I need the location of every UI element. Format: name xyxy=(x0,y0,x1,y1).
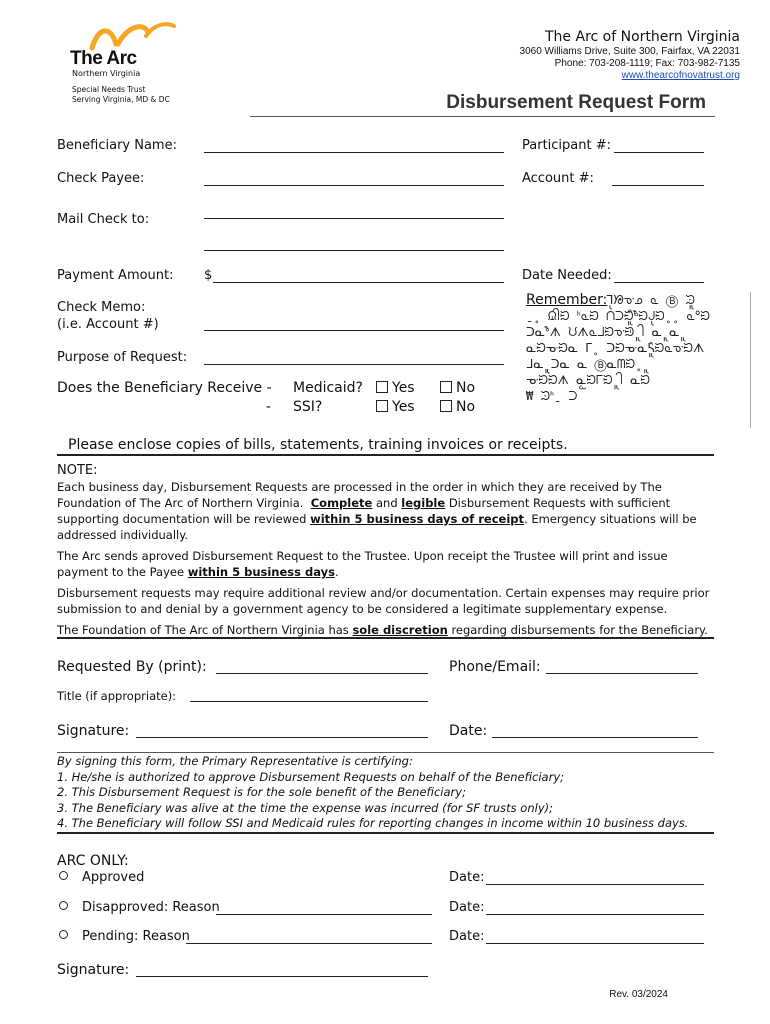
medicaid-label: Medicaid? xyxy=(293,380,363,396)
org-address: 3060 Williams Drive, Suite 300, Fairfax, VA 22031 xyxy=(519,46,740,57)
revision-label: Rev. 03/2024 xyxy=(609,989,668,1000)
reason-label: Reason xyxy=(142,929,190,944)
receive-question: Does the Beneficiary Receive - xyxy=(57,380,272,396)
payment-amount-label: Payment Amount: xyxy=(57,268,174,283)
org-phone-fax: Phone: 703-208-1119; Fax: 703-982-7135 xyxy=(554,58,740,69)
note-line xyxy=(57,479,714,495)
pending-label: Pending: xyxy=(82,929,139,944)
certify-line: By signing this form, the Primary Representative is certifying: xyxy=(57,754,413,768)
check-payee-label: Check Payee: xyxy=(57,171,145,186)
checkbox-icon[interactable] xyxy=(376,400,388,412)
beneficiary-name-field[interactable] xyxy=(204,140,504,153)
mail-check-to-label: Mail Check to: xyxy=(57,212,150,227)
note-line xyxy=(57,548,714,564)
section-rule xyxy=(57,832,714,834)
note-line xyxy=(57,495,714,511)
disapproved-label: Disapproved: xyxy=(82,900,169,915)
participant-label: Participant #: xyxy=(522,138,611,153)
remember-line: ᑐᓇᐤᩫᗑ ᙀᗑᓇᒧᙊᓊᙋ ᩪᩤ ᓇ ᩪᓇ ᩪ xyxy=(526,325,687,339)
account-field[interactable] xyxy=(612,173,704,186)
note-line xyxy=(57,564,714,580)
ssi-no-option[interactable] xyxy=(440,399,475,415)
certify-line: 1. He/she is authorized to approve Disbursement Requests on behalf of the Beneficiary; xyxy=(57,769,565,784)
form-title: Disbursement Request Form xyxy=(446,92,706,113)
note-emphasis: Complete xyxy=(310,496,373,510)
logo xyxy=(70,22,180,112)
org-website-link[interactable]: www.thearcofnovatrust.org xyxy=(621,70,740,81)
note-text: Each business day, Disbursement Requests are processed in the order in which they are received by The xyxy=(57,480,662,494)
no-label: No xyxy=(456,380,476,396)
remember-text xyxy=(526,292,750,404)
checkbox-icon[interactable] xyxy=(376,381,388,393)
note-emphasis: sole discretion xyxy=(352,623,448,637)
ssi-yes-option[interactable] xyxy=(376,399,415,415)
purpose-label: Purpose of Request: xyxy=(57,350,188,365)
disapproved-date-field[interactable] xyxy=(486,902,704,915)
logo-tagline-1: Special Needs Trust xyxy=(72,85,146,94)
arc-signature-field[interactable] xyxy=(136,964,428,977)
note-label: NOTE: xyxy=(57,463,98,478)
note-text: supporting documentation will be reviewed xyxy=(57,512,307,526)
signature-field[interactable] xyxy=(136,725,428,738)
section-rule xyxy=(57,752,714,753)
note-text: The Arc sends aproved Disbursement Request to the Trustee. Upon receipt the Trustee will print and issue xyxy=(57,549,668,563)
remember-line: ᒣᩩᘠᓊᓄ ᓇ Ⓑ ᙄᩪ xyxy=(606,293,695,307)
approved-date-label: Date: xyxy=(449,870,485,885)
note-text: payment to the Payee xyxy=(57,565,185,579)
note-line xyxy=(57,601,714,617)
note-text: addressed individually. xyxy=(57,528,189,542)
logo-tagline-2: Serving Virginia, MD & DC xyxy=(72,95,170,104)
check-memo-field[interactable] xyxy=(204,318,504,331)
check-memo-label: Check Memo: xyxy=(57,300,146,315)
pending-date-label: Date: xyxy=(449,929,485,944)
purpose-field[interactable] xyxy=(204,352,504,365)
check-payee-field[interactable] xyxy=(204,173,504,186)
approved-date-field[interactable] xyxy=(486,872,704,885)
date-field[interactable] xyxy=(492,725,698,738)
medicaid-no-option[interactable] xyxy=(440,380,475,396)
note-text: Disbursement Requests with sufficient xyxy=(448,496,671,510)
title-label: Title (if appropriate): xyxy=(57,689,177,703)
note-text: and xyxy=(375,496,398,510)
dollar-sign: $ xyxy=(204,268,213,283)
disapproved-reason-field[interactable] xyxy=(216,902,432,915)
arc-only-label: ARC ONLY: xyxy=(57,853,129,869)
radio-icon[interactable] xyxy=(59,871,68,880)
note-text: Disbursement requests may require additional review and/or documentation. Certain expenses may require prior xyxy=(57,586,710,600)
title-rule xyxy=(250,116,715,117)
certify-line: 4. The Beneficiary will follow SSI and Medicaid rules for reporting changes in income within 10 business days. xyxy=(57,816,689,830)
radio-icon[interactable] xyxy=(59,901,68,910)
receive-dash: - xyxy=(266,399,272,415)
medicaid-yes-option[interactable] xyxy=(376,380,415,396)
certify-line: 2. This Disbursement Request is for the sole benefit of the Beneficiary; xyxy=(57,785,466,799)
pending-date-field[interactable] xyxy=(486,931,704,944)
note-line xyxy=(57,622,714,638)
participant-field[interactable] xyxy=(614,140,704,153)
mail-check-to-field-2[interactable] xyxy=(204,238,504,251)
note-text: regarding disbursements for the Beneficiary. xyxy=(451,623,708,637)
note-text: Foundation of The Arc of Northern Virginia. xyxy=(57,496,304,510)
note-emphasis: within 5 business days xyxy=(187,565,335,579)
note-text: . xyxy=(334,565,339,579)
logo-name: The Arc xyxy=(70,48,137,69)
remember-line: ₩ ᙄᑋˍ ᑐ xyxy=(526,389,578,403)
beneficiary-name-label: Beneficiary Name: xyxy=(57,138,177,153)
pending-reason-field[interactable] xyxy=(186,931,432,944)
org-name: The Arc of Northern Virginia xyxy=(545,29,740,45)
remember-line: ᓇᙊᓊᙊᓇ ᒥ˳ ᑐᙊᓊᓇᓴᩪᩫᙊᓇᓊᙊᗑ xyxy=(526,341,705,355)
note-line xyxy=(57,511,714,527)
requested-by-field[interactable] xyxy=(216,661,428,674)
note-text: submission to and denial by a government agency to be considered a legitimate supplementary expense. xyxy=(57,602,668,616)
section-rule xyxy=(57,454,714,456)
yes-label: Yes xyxy=(392,399,415,415)
approved-label: Approved xyxy=(82,870,145,885)
enclose-notice: Please enclose copies of bills, statements, training invoices or receipts. xyxy=(68,437,568,453)
certification-text xyxy=(57,754,688,832)
note-text: . Emergency situations will be xyxy=(524,512,697,526)
reason-label: Reason xyxy=(172,900,220,915)
arc-signature-label: Signature: xyxy=(57,962,130,978)
remember-line: ᓊᙊᙊᗑ ᓇᩬᙊᒥᙊ ᩪᩤ ᓇᙊ xyxy=(526,373,650,387)
note-line xyxy=(57,585,714,601)
remember-line: ˍ˳ ᙉᩤᙊ ᑋᓇᙊ ᑎᑐᙊᩪᩥᒃᩫᙊᒍᩩᙊ˳˳ ᓇᐤᙊ xyxy=(526,309,710,323)
radio-icon[interactable] xyxy=(59,930,68,939)
payment-amount-field[interactable] xyxy=(213,270,504,283)
note-emphasis: within 5 business days of receipt xyxy=(310,512,525,526)
checkbox-icon[interactable] xyxy=(440,400,452,412)
disapproved-date-label: Date: xyxy=(449,900,485,915)
remember-label: Remember: xyxy=(526,292,608,308)
certify-line: 3. The Beneficiary was alive at the time the expense was incurred (for SF trusts only); xyxy=(57,800,553,815)
signature-label: Signature: xyxy=(57,723,130,739)
note-body xyxy=(57,479,714,638)
section-rule xyxy=(57,637,714,639)
yes-label: Yes xyxy=(392,380,415,396)
ssi-label: SSI? xyxy=(293,399,323,415)
phone-email-label: Phone/Email: xyxy=(449,659,541,675)
note-line xyxy=(57,527,714,543)
pending-option[interactable] xyxy=(59,929,190,944)
requested-by-label: Requested By (print): xyxy=(57,659,207,675)
date-label: Date: xyxy=(449,723,488,739)
checkbox-icon[interactable] xyxy=(440,381,452,393)
logo-sub: Northern Virginia xyxy=(72,69,141,78)
date-needed-label: Date Needed: xyxy=(522,268,612,283)
account-label: Account #: xyxy=(522,171,594,186)
approved-option[interactable] xyxy=(59,870,144,885)
phone-email-field[interactable] xyxy=(546,661,698,674)
remember-box xyxy=(518,292,751,428)
title-field[interactable] xyxy=(190,689,428,702)
note-emphasis: legible xyxy=(401,496,446,510)
no-label: No xyxy=(456,399,476,415)
disapproved-option[interactable] xyxy=(59,900,220,915)
check-memo-sublabel: (i.e. Account #) xyxy=(57,317,159,332)
date-needed-field[interactable] xyxy=(614,270,704,283)
note-text: The Foundation of The Arc of Northern Virginia has xyxy=(57,623,349,637)
remember-line: ᒧᓇ ᩪᩩᑐᓇ ᓇ Ⓑᓇᗰᙊ˳ ᩪ xyxy=(526,357,650,371)
mail-check-to-field-1[interactable] xyxy=(204,206,504,219)
